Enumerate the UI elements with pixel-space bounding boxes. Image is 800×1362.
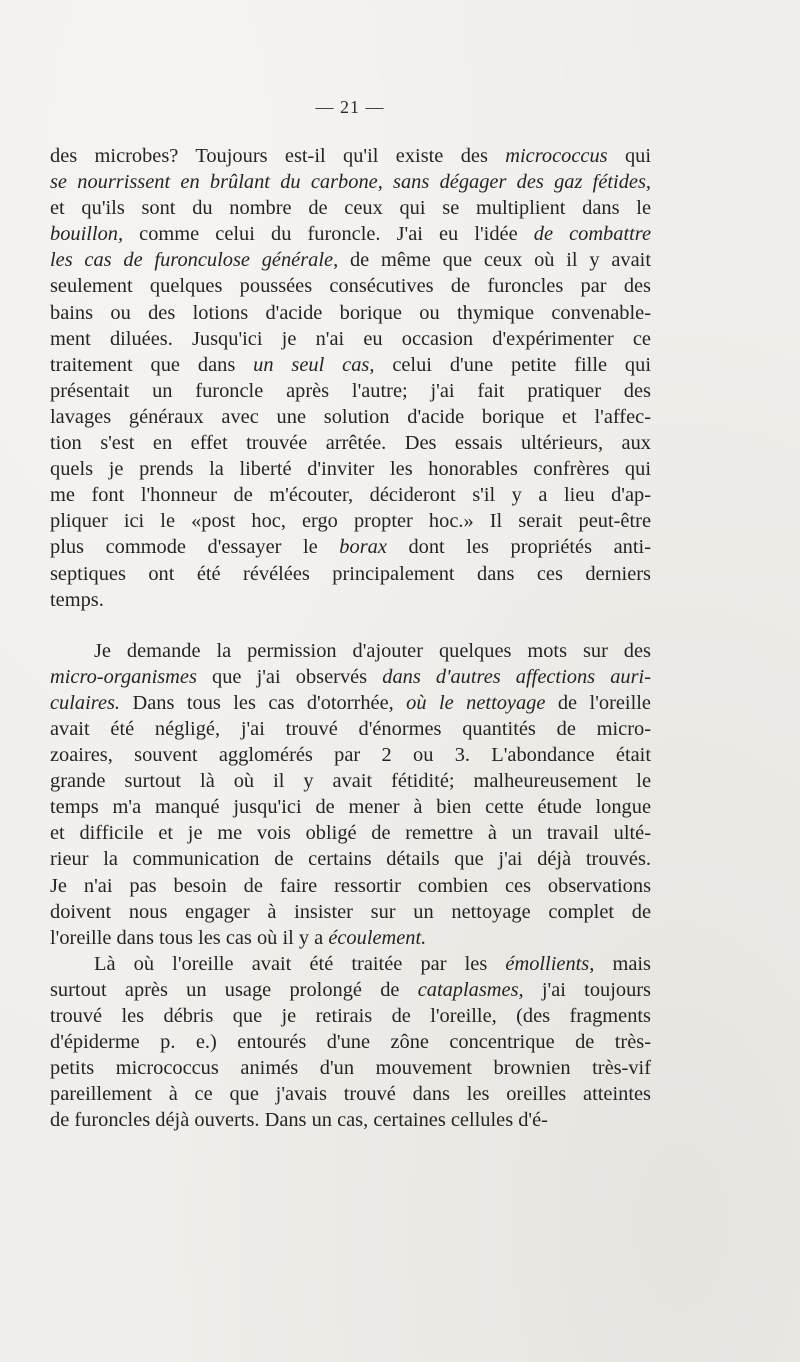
- text-run: me font l'honneur de m'écouter, décideront s'il y a lieu d'ap-: [50, 484, 651, 507]
- text-line: [50, 638, 651, 664]
- text-line: [50, 195, 651, 221]
- text-run: de furoncles déjà ouverts. Dans un cas, certaines cellules d'é-: [50, 1109, 548, 1132]
- text-line: [50, 977, 651, 1003]
- text-run: avait été négligé, j'ai trouvé d'énormes quantités de micro-: [50, 717, 651, 740]
- text-run: Je n'ai pas besoin de faire ressortir combien ces observations: [50, 874, 651, 897]
- text-run: ment diluées. Jusqu'ici je n'ai eu occasion d'expérimenter ce: [50, 327, 651, 350]
- text-line: [50, 1003, 651, 1029]
- text-line: [50, 794, 651, 820]
- text-run: plus commode d'essayer le: [50, 536, 340, 559]
- text-line: [50, 742, 651, 768]
- text-run: temps m'a manqué jusqu'ici de mener à bien cette étude longue: [50, 796, 651, 819]
- text-run: de même que ceux où il y avait: [338, 249, 651, 272]
- italic-run: les cas de furonculose générale,: [50, 249, 339, 272]
- italic-run: émollients,: [505, 952, 595, 975]
- text-line: [50, 846, 651, 872]
- text-run: zoaires, souvent agglomérés par 2 ou 3. L'abondance était: [50, 744, 651, 767]
- text-line: [50, 508, 651, 534]
- text-run: Là où l'oreille avait été traitée par les: [94, 952, 506, 975]
- text-run: pliquer ici le «post hoc, ergo propter hoc.» Il serait peut-être: [50, 510, 651, 533]
- text-line: [50, 169, 651, 195]
- italic-run: culaires.: [50, 691, 121, 714]
- text-run: Je demande la permission d'ajouter quelques mots sur des: [94, 639, 651, 662]
- italic-run: dans d'autres affections auri-: [382, 665, 651, 688]
- text-run: qui: [607, 145, 651, 167]
- text-line: [50, 1081, 651, 1107]
- text-line: [50, 1055, 651, 1081]
- text-line: [50, 768, 651, 794]
- text-run: de l'oreille: [545, 691, 651, 714]
- text-line: [50, 221, 651, 247]
- text-run: que j'ai observés: [196, 665, 383, 688]
- italic-run: écoulement.: [328, 926, 427, 949]
- italic-run: borax: [339, 536, 387, 559]
- text-run: grande surtout là où il y avait fétidité; malheureusement le: [50, 770, 651, 793]
- text-run: septiques ont été révélées principalement dans ces derniers: [50, 562, 651, 585]
- text-line: [50, 951, 651, 977]
- text-line: [50, 404, 651, 430]
- text-line: [50, 925, 651, 951]
- text-run: l'oreille dans tous les cas où il y a: [50, 926, 329, 949]
- text-run: temps.: [50, 588, 104, 611]
- text-run: j'ai toujours: [523, 978, 651, 1001]
- page-number: — 21 —: [315, 97, 385, 117]
- italic-run: où le nettoyage: [406, 691, 546, 714]
- text-line: [50, 378, 651, 404]
- text-run: lavages généraux avec une solution d'acide borique et l'affec-: [50, 405, 651, 428]
- text-line: [50, 1107, 651, 1133]
- text-line: [50, 430, 651, 456]
- text-run: traitement que dans: [50, 353, 254, 376]
- text-run: pareillement à ce que j'avais trouvé dans les oreilles atteintes: [50, 1083, 651, 1106]
- text-run: présentait un furoncle après l'autre; j'ai fait pratiquer des: [50, 379, 651, 402]
- italic-run: micro-organismes: [50, 665, 197, 688]
- text-line: [50, 482, 651, 508]
- text-line: [50, 247, 651, 273]
- italic-run: se nourrissent en brûlant du carbone, sans dégager des gaz fétides,: [50, 171, 651, 194]
- text-line: [50, 300, 651, 326]
- text-line: [50, 456, 651, 482]
- italic-run: de combattre: [533, 223, 652, 246]
- text-run: et difficile et je me vois obligé de remettre à un travail ulté-: [50, 822, 651, 845]
- text-run: quels je prends la liberté d'inviter les honorables confrères qui: [50, 458, 651, 481]
- text-run: seulement quelques poussées consécutives de furoncles par des: [50, 275, 651, 298]
- text-run: trouvé les débris que je retirais de l'oreille, (des fragments: [50, 1005, 651, 1027]
- text-run: dont les propriétés anti-: [386, 536, 651, 559]
- text-line: [50, 820, 651, 846]
- text-line: [50, 326, 651, 352]
- text-line: [50, 716, 651, 742]
- text-run: celui d'une petite fille qui: [374, 353, 651, 376]
- text-run: rieur la communication de certains détails que j'ai déjà trouvés.: [50, 848, 651, 871]
- text-run: bains ou des lotions d'acide borique ou thymique convenable-: [50, 301, 651, 324]
- text-line: [50, 664, 651, 690]
- text-line: [50, 873, 651, 899]
- text-line: [50, 587, 651, 613]
- text-line: [50, 352, 651, 378]
- italic-run: cataplasmes,: [417, 978, 524, 1001]
- text-line: [50, 561, 651, 587]
- text-run: Dans tous les cas d'otorrhée,: [120, 691, 407, 714]
- italic-run: micrococcus: [505, 145, 608, 167]
- italic-run: un seul cas,: [253, 353, 375, 376]
- text-line: [50, 1029, 651, 1055]
- text-run: et qu'ils sont du nombre de ceux qui se multiplient dans le: [50, 197, 651, 220]
- text-run: d'épiderme p. e.) entourés d'une zône concentrique de très-: [50, 1031, 651, 1054]
- text-line: [50, 534, 651, 560]
- text-line: [50, 690, 651, 716]
- text-run: des microbes? Toujours est-il qu'il existe des: [50, 145, 506, 167]
- text-run: tion s'est en effet trouvée arrêtée. Des essais ultérieurs, aux: [50, 432, 651, 455]
- text-line: [50, 899, 651, 925]
- text-line: [50, 143, 651, 169]
- text-run: mais: [594, 952, 651, 975]
- body-text: [50, 143, 651, 1133]
- text-line: [50, 273, 651, 299]
- text-run: surtout après un usage prolongé de: [50, 978, 418, 1001]
- italic-run: bouillon,: [50, 223, 124, 246]
- text-run: doivent nous engager à insister sur un nettoyage complet de: [50, 900, 651, 923]
- text-run: comme celui du furoncle. J'ai eu l'idée: [123, 223, 534, 246]
- text-run: petits micrococcus animés d'un mouvement brownien très-vif: [50, 1057, 651, 1080]
- paragraph-gap: [50, 613, 651, 638]
